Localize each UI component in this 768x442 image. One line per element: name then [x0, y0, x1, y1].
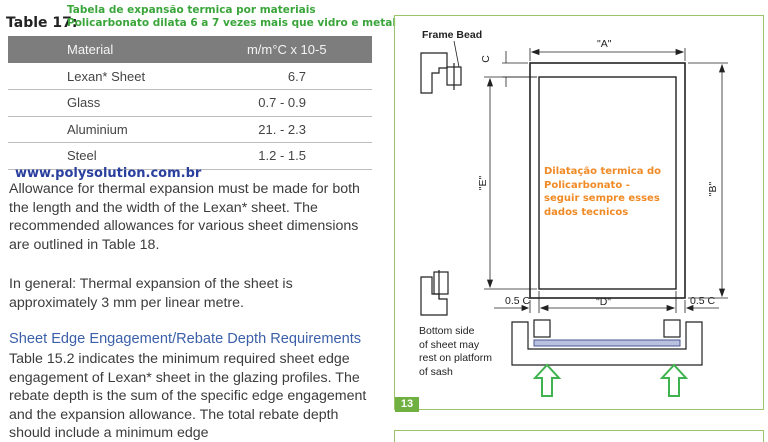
- paragraph-general: In general: Thermal expansion of the sheet is approximately 3 mm per linear metre.: [9, 276, 293, 311]
- sheet-section: [534, 340, 680, 346]
- dimension-b: [688, 63, 728, 298]
- website-link[interactable]: www.polysolution.com.br: [15, 166, 202, 181]
- label-dim-c: C: [480, 55, 492, 63]
- dimension-c: [502, 51, 537, 87]
- bottom-note: Bottom side of sheet may rest on platform of sash: [419, 325, 492, 378]
- label-gap-right: 0.5 C: [690, 295, 716, 307]
- frame-bead-leader: [454, 41, 459, 67]
- cell-value: 1.2 - 1.5: [191, 143, 372, 170]
- paragraph-rebate: Table 15.2 indicates the minimum required sheet edge engagement of Lexan* sheet in the glazing profiles. The rebate depth is the sum of the specific edge engagement and the expansion allowance. The total rebate depth should include a minimum edge: [9, 351, 367, 441]
- page-number-badge: 13: [395, 397, 419, 412]
- support-arrow-right: [662, 365, 686, 396]
- support-arrow-left: [535, 365, 559, 396]
- cell-value: 0.7 - 0.9: [191, 90, 372, 117]
- table-row: [8, 63, 372, 90]
- section-heading: Sheet Edge Engagement/Rebate Depth Requirements: [9, 331, 362, 347]
- label-dim-b: "B": [707, 181, 719, 197]
- frame-bead-profile-bottom: [421, 270, 448, 315]
- label-dim-d: "D": [596, 296, 612, 308]
- header-material: Material: [8, 36, 191, 63]
- header-coefficient: m/m°C x 10-5: [191, 36, 372, 63]
- cell-value: 21. - 2.3: [191, 116, 372, 143]
- annotation-mid: Dilatação termica do Policarbonato - seguir sempre esses dados tecnicos: [544, 166, 661, 218]
- table-row: [8, 90, 372, 117]
- annotation-top: [67, 4, 396, 30]
- cell-material: Steel: [8, 143, 191, 170]
- table-header-row: [8, 36, 372, 63]
- cell-material: Glass: [8, 90, 191, 117]
- cell-material: Aluminium: [8, 116, 191, 143]
- frame-bead-profile-top: [421, 53, 461, 93]
- cell-value: 6.7: [191, 63, 372, 90]
- cell-material: Lexan* Sheet: [8, 63, 191, 90]
- next-panel-edge: [394, 430, 764, 442]
- table-row: [8, 116, 372, 143]
- annotation-top-line1: Tabela de expansão termica por materiais: [67, 4, 316, 16]
- label-frame-bead: Frame Bead: [422, 29, 483, 41]
- label-gap-left: 0.5 C: [505, 295, 531, 307]
- label-dim-a: "A": [597, 38, 612, 50]
- label-dim-e: "E": [477, 175, 489, 191]
- annotation-top-line2: Policarbonato dilata 6 a 7 vezes mais que vidro e metal: [67, 17, 396, 29]
- dimension-e: [484, 77, 537, 289]
- table-title: Table 17:: [6, 15, 78, 31]
- paragraph-allowance: Allowance for thermal expansion must be made for both the length and the width of the Lexan* sheet. The recommended allowances for various sheet dimensions are outlined in Table 18.: [9, 181, 360, 253]
- expansion-table: [8, 36, 372, 170]
